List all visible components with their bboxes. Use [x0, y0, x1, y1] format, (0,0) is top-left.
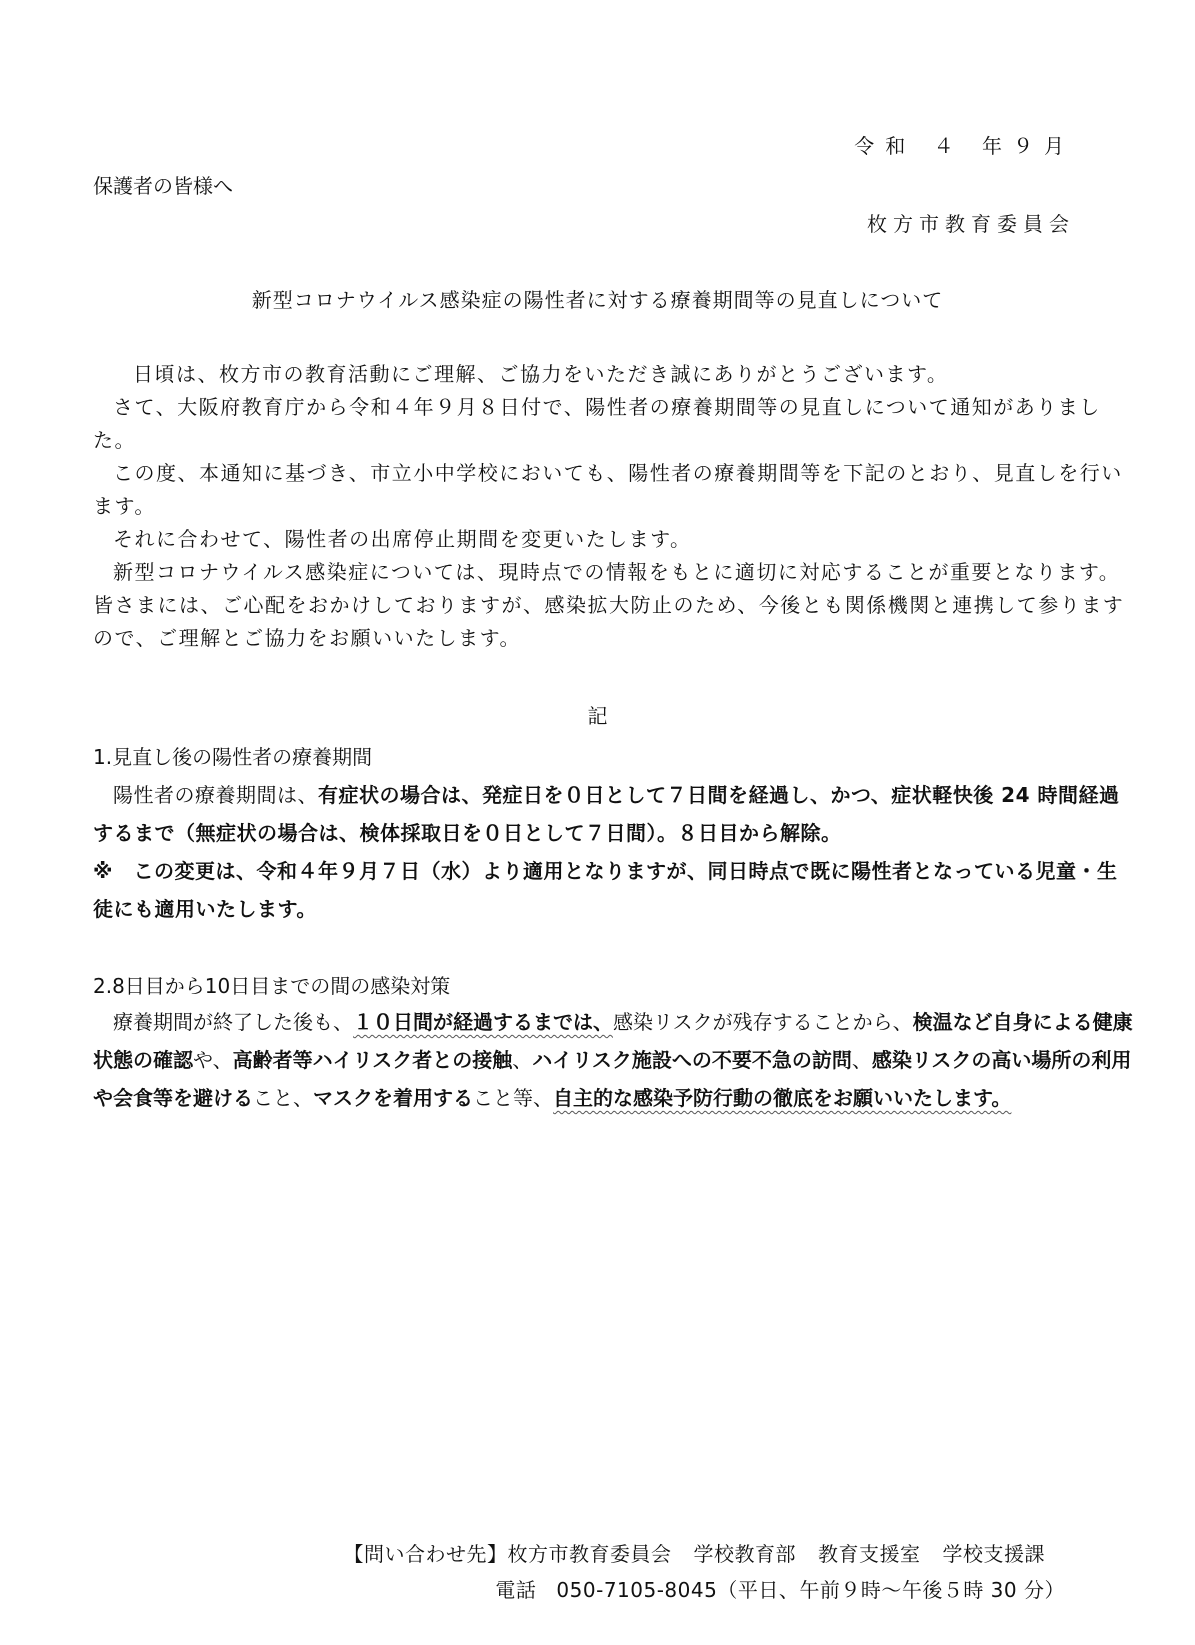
section1-lead: 陽性者の療養期間は、 — [113, 783, 318, 807]
section2-emphasis: 感染リスクの高い場所の利用や会食等を避ける — [93, 1048, 1132, 1110]
section2-body — [93, 1003, 1133, 1117]
contact-division: 学校支援課 — [942, 1542, 1045, 1566]
section2-text: こと等、 — [473, 1086, 553, 1110]
section2-text: 療養期間が終了した後も、 — [113, 1010, 353, 1034]
contact-line — [344, 1538, 1046, 1567]
intro-paragraph: 新型コロナウイルス感染症については、現時点での情報をもとに適切に対応することが重要となります。皆さまには、ご心配をおかけしておりますが、感染拡大防止のため、今後とも関係機関と連携して参りますので、ご理解とご協力をお願いいたします。 — [93, 560, 1125, 650]
section1-paragraph — [93, 776, 1133, 852]
section2-emphasis: ハイリスク施設への不要不急の訪問 — [532, 1048, 852, 1072]
contact-label: 【問い合わせ先】 — [343, 1542, 508, 1566]
section2-text: 、 — [512, 1048, 533, 1072]
intro-paragraph: さて、大阪府教育庁から令和４年９月８日付で、陽性者の療養期間等の見直しについて通知がありました。 — [93, 395, 1101, 452]
section2-text: や、 — [193, 1048, 233, 1072]
section2-text: 、 — [851, 1048, 872, 1072]
section2-emphasis: 検温など自身による健康状態の確認 — [93, 1010, 1133, 1072]
intro-paragraph: それに合わせて、陽性者の出席停止期間を変更いたします。 — [113, 527, 692, 551]
section2-emphasis: マスクを着用する — [313, 1086, 473, 1110]
phone-label: 電話 — [495, 1578, 537, 1602]
intro-paragraph: この度、本通知に基づき、市立小中学校においても、陽性者の療養期間等を下記のとおり、見直しを行います。 — [93, 461, 1123, 518]
section1-note: ※ この変更は、令和４年９月７日（水）より適用となりますが、同日時点で既に陽性者となっている児童・生徒にも適用いたします。 — [93, 859, 1118, 921]
issuer: 枚方市教育委員会 — [867, 212, 1075, 236]
section2-emphasis: 高齢者等ハイリスク者との接触 — [232, 1048, 513, 1072]
section1-body — [93, 776, 1133, 928]
section1-bold: 有症状の場合は、発症日を０日として７日間を経過し、かつ、症状軽快後 24 時間経過するまで（無症状の場合は、検体採取日を０日として７日間）。８日目から解除。 — [93, 783, 1120, 845]
section2-paragraph — [93, 1003, 1133, 1117]
section1-note-paragraph — [93, 852, 1133, 928]
document-date: 令和 ４ 年９月 — [854, 134, 1075, 158]
ki-heading: 記 — [587, 704, 608, 728]
phone-number: 050-7105-8045（平日、午前９時～午後５時 30 分） — [556, 1578, 1065, 1602]
contact-dept: 学校教育部 — [693, 1542, 796, 1566]
section2-emphasis: １０日間が経過するまでは、 — [353, 1010, 613, 1034]
document-title: 新型コロナウイルス感染症の陽性者に対する療養期間等の見直しについて — [251, 288, 944, 312]
addressee: 保護者の皆様へ — [93, 174, 233, 198]
contact-office: 教育支援室 — [818, 1542, 921, 1566]
intro-body — [93, 358, 1133, 655]
section2-heading: 2.8日目から10日目までの間の感染対策 — [93, 974, 451, 998]
intro-paragraph: 日頃は、枚方市の教育活動にご理解、ご協力をいただき誠にありがとうございます。 — [133, 362, 949, 386]
section2-text: こと、 — [253, 1086, 313, 1110]
section1-heading: 1.見直し後の陽性者の療養期間 — [93, 745, 373, 769]
contact-org: 枚方市教育委員会 — [507, 1542, 672, 1566]
section2-emphasis: 自主的な感染予防行動の徹底をお願いいたします。 — [553, 1086, 1012, 1110]
contact-phone-line — [495, 1574, 1065, 1603]
section2-text: 感染リスクが残存することから、 — [613, 1010, 913, 1034]
